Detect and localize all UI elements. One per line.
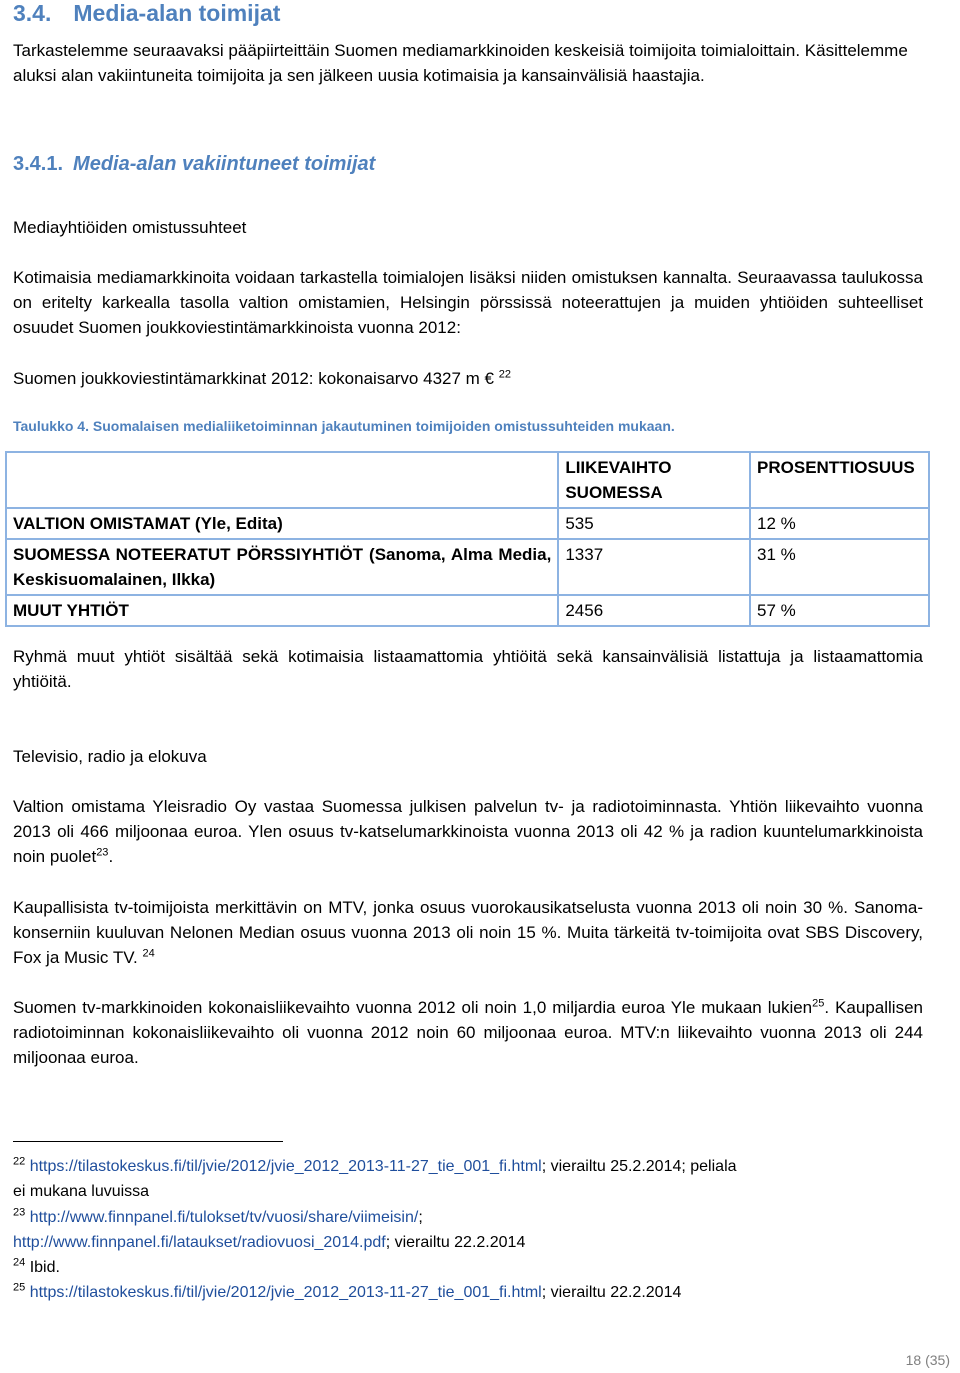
footnote-number: 22 (13, 1155, 26, 1168)
row-name: SUOMESSA NOTEERATUT PÖRSSIYHTIÖT (Sanoma, Alma Media, Keskisuomalainen, Ilkka) (6, 539, 558, 595)
footnote-text: ; vierailtu 22.2.2014 (541, 1284, 682, 1301)
row-share: 57 % (750, 595, 929, 626)
footnote-text-2: ; vierailtu 22.2.2014 (385, 1234, 526, 1251)
ownership-heading: Mediayhtiöiden omistussuhteet (13, 218, 247, 237)
subsection-heading (13, 153, 375, 176)
footnote-text: ; (418, 1209, 423, 1226)
footnote-ref-24[interactable]: 24 (142, 947, 155, 960)
table-header-row (6, 452, 929, 508)
row-revenue: 1337 (558, 539, 750, 595)
subsection-title: Media-alan vakiintuneet toimijat (73, 153, 376, 175)
footnote-number: 25 (13, 1281, 26, 1294)
footnote-number: 24 (13, 1256, 26, 1269)
footnote-link[interactable]: https://tilastokeskus.fi/til/jvie/2012/jvie_2012_2013-11-27_tie_001_fi.html (29, 1284, 542, 1301)
market-text-a: Suomen tv-markkinoiden kokonaisliikevaihto vuonna 2012 oli noin 1,0 miljardia euroa Yle mukaan lukien (13, 998, 813, 1017)
footnote-25 (13, 1280, 681, 1305)
footnote-22-cont: ei mukana luvuissa (13, 1183, 150, 1200)
header-cell-share: PROSENTTIOSUUS (750, 452, 929, 508)
footnote-24 (13, 1255, 60, 1280)
mtv-text: Kaupallisista tv-toimijoista merkittävin on MTV, jonka osuus vuorokausikatselusta vuonna 2013 oli noin 30 %. Sanoma-konserniin kuuluvan Nelonen Median osuus vuonna 2013 oli noin 15 %. Muita tärkeitä tv-toimijoita ovat SBS Discovery, Fox ja Music TV. (13, 898, 923, 967)
yle-paragraph (13, 794, 923, 869)
header-cell-empty (6, 452, 558, 508)
tv-heading: Televisio, radio ja elokuva (13, 747, 207, 766)
mtv-paragraph (13, 895, 923, 970)
ownership-table (5, 451, 930, 627)
page-number: 18 (35) (905, 1352, 950, 1368)
footnote-text: Ibid. (29, 1259, 60, 1276)
footnote-link[interactable]: http://www.finnpanel.fi/tulokset/tv/vuosi/share/viimeisin/ (29, 1209, 419, 1226)
yle-end: . (108, 847, 114, 866)
footnote-23-cont (13, 1230, 525, 1255)
footnote-separator (13, 1141, 283, 1142)
subsection-number: 3.4.1. (13, 153, 64, 175)
market-total-line (13, 366, 923, 391)
row-share: 31 % (750, 539, 929, 595)
section-title: Media-alan toimijat (73, 0, 281, 26)
row-revenue: 2456 (558, 595, 750, 626)
market-paragraph (13, 995, 923, 1070)
market-total-text: Suomen joukkoviestintämarkkinat 2012: kokonaisarvo 4327 m € (13, 369, 494, 388)
group-note-paragraph: Ryhmä muut yhtiöt sisältää sekä kotimaisia listaamattomia yhtiöitä sekä kansainvälisiä listattuja ja listaamattomia yhtiöitä. (13, 647, 923, 691)
footnote-ref-23[interactable]: 23 (96, 846, 109, 859)
footnote-text: ; vierailtu 25.2.2014; peliala (541, 1158, 737, 1175)
footnote-ref-25[interactable]: 25 (812, 997, 825, 1010)
header-cell-revenue: LIIKEVAIHTO SUOMESSA (558, 452, 750, 508)
market-text-b: . Kaupallisen radiotoiminnan kokonaisliikevaihto oli vuonna 2012 noin 60 miljoonaa euroa. MTV:n liikevaihto vuonna 2013 oli 244 miljoonaa euroa. (13, 998, 923, 1067)
table-row (6, 539, 929, 595)
intro-paragraph: Tarkastelemme seuraavaksi pääpiirteittäin Suomen mediamarkkinoiden keskeisiä toimijoita toimialoittain. Käsittelemme aluksi alan vakiintuneita toimijoita ja sen jälkeen uusia kotimaisia ja kansainvälisiä haastajia. (13, 41, 908, 85)
row-revenue: 535 (558, 508, 750, 539)
table-row (6, 595, 929, 626)
row-name: VALTION OMISTAMAT (Yle, Edita) (6, 508, 558, 539)
table-caption: Taulukko 4. Suomalaisen medialiiketoiminnan jakautuminen toimijoiden omistussuhteiden mukaan. (13, 418, 675, 434)
section-heading (13, 0, 280, 27)
yle-text: Valtion omistama Yleisradio Oy vastaa Suomessa julkisen palvelun tv- ja radiotoiminnasta. Yhtiön liikevaihto vuonna 2013 oli 466 miljoonaa euroa. Ylen osuus tv-katselumarkkinoista vuonna 2013 oli 42 % ja radion kuuntelumarkkinoista noin puolet (13, 797, 923, 866)
footnote-23 (13, 1205, 423, 1230)
row-share: 12 % (750, 508, 929, 539)
row-name: MUUT YHTIÖT (6, 595, 558, 626)
ownership-paragraph: Kotimaisia mediamarkkinoita voidaan tarkastella toimialojen lisäksi niiden omistuksen kannalta. Seuraavassa taulukossa on eritelty karkealla tasolla valtion omistamien, Helsingin pörssissä noteerattujen ja muiden yhtiöiden suhteelliset osuudet Suomen joukkoviestintämarkkinoista vuonna 2012: (13, 268, 923, 337)
section-number: 3.4. (13, 0, 52, 26)
footnote-link-2[interactable]: http://www.finnpanel.fi/lataukset/radiovuosi_2014.pdf (13, 1234, 386, 1251)
footnote-link[interactable]: https://tilastokeskus.fi/til/jvie/2012/jvie_2012_2013-11-27_tie_001_fi.html (29, 1158, 542, 1175)
table-row (6, 508, 929, 539)
footnote-22 (13, 1154, 737, 1179)
footnote-ref-22[interactable]: 22 (498, 368, 511, 381)
footnote-number: 23 (13, 1206, 26, 1219)
